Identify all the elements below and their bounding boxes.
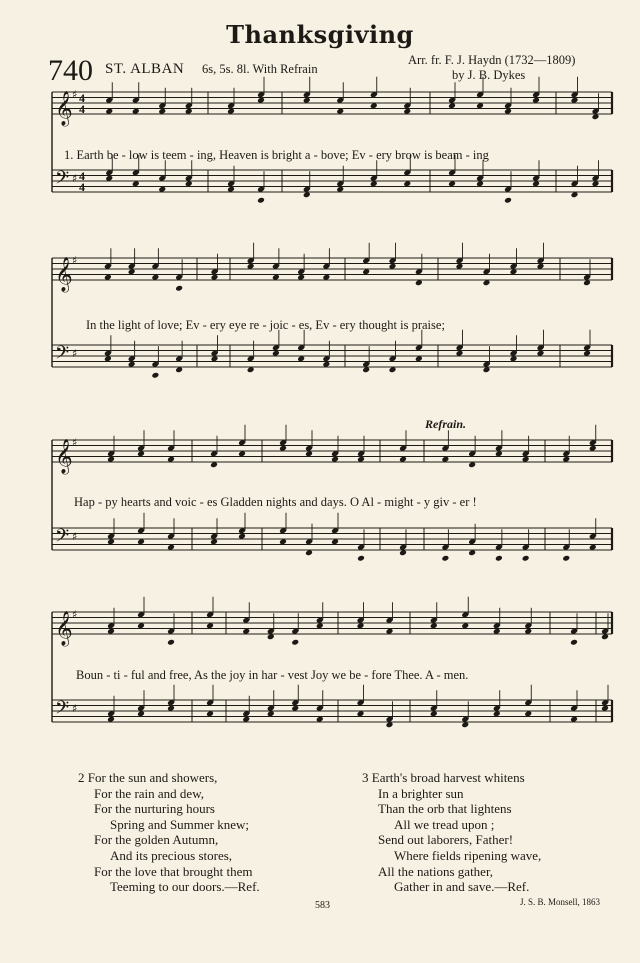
sharp-icon: ♯ <box>72 254 78 267</box>
page-number: 583 <box>315 900 330 911</box>
note-head <box>357 555 365 562</box>
time-signature: 4 <box>79 169 85 183</box>
sharp-icon: ♯ <box>72 172 78 185</box>
meter: 6s, 5s. 8l. With Refrain <box>202 62 318 76</box>
note-head <box>495 555 503 562</box>
verse3-line: In a brighter sun <box>378 785 464 801</box>
time-signature: 4 <box>79 180 85 194</box>
verse3-line: All the nations gather, <box>378 863 494 879</box>
sharp-icon: ♯ <box>72 702 78 715</box>
sharp-icon: ♯ <box>72 608 78 621</box>
note-head <box>504 197 512 204</box>
verse2-line: For the rain and dew, <box>94 785 204 801</box>
note-head <box>562 555 570 562</box>
bass-clef-icon: 𝄢 <box>55 168 70 193</box>
note-head <box>441 555 449 562</box>
treble-clef-icon: 𝄞 <box>55 257 73 292</box>
sharp-icon: ♯ <box>72 88 78 101</box>
lyric-line-1: 1. Earth be - low is teem - ing, Heaven is bright a - bove; Ev - ery brow is beam - ing <box>64 148 489 162</box>
verse2-line: Spring and Summer knew; <box>110 816 250 832</box>
stanza-verse-3 <box>362 770 541 895</box>
note-head <box>175 285 183 292</box>
sharp-icon: ♯ <box>72 347 78 360</box>
lyric-line-4: Boun - ti - ful and free, As the joy in har - vest Joy we be - fore Thee. A - men. <box>76 668 469 682</box>
stanza-verse-2 <box>78 770 260 895</box>
verse2-line: For the nurturing hours <box>94 801 215 817</box>
treble-clef-icon: 𝄞 <box>55 91 73 126</box>
verse2-line: Teeming to our doors.—Ref. <box>110 879 260 895</box>
verse2-line: For the love that brought them <box>94 863 253 879</box>
bass-clef-icon: 𝄢 <box>55 343 70 368</box>
lyric-line-3: Hap - py hearts and voic - es Gladden nights and days. O Al - might - y giv - er ! <box>74 495 477 509</box>
sharp-icon: ♯ <box>72 530 78 543</box>
treble-clef-icon: 𝄞 <box>55 439 73 474</box>
verse3-line: 3 Earth's broad harvest whitens <box>362 770 525 785</box>
sharp-icon: ♯ <box>72 436 78 449</box>
note-head <box>167 639 175 646</box>
note-head <box>291 639 299 646</box>
verse3-line: Where fields ripening wave, <box>394 847 542 863</box>
bass-clef-icon: 𝄢 <box>55 526 70 551</box>
note-head <box>570 639 578 646</box>
verse2-line: 2 For the sun and showers, <box>78 770 218 785</box>
verse3-line: Gather in and save.—Ref. <box>394 879 530 895</box>
verse2-line: And its precious stores, <box>110 847 233 863</box>
lyric-line-2: In the light of love; Ev - ery eye re - joic - es, Ev - ery thought is praise; <box>86 318 445 332</box>
verse3-line: Than the orb that lightens <box>378 801 512 817</box>
time-signature: 4 <box>79 91 85 105</box>
text-credit: J. S. B. Monsell, 1863 <box>520 897 601 907</box>
verse3-line: All we tread upon ; <box>394 816 495 832</box>
hymn-category-title: Thanksgiving <box>226 20 414 49</box>
note-head <box>151 372 159 379</box>
refrain-label: Refrain. <box>425 417 467 431</box>
arranger-credit: Arr. fr. F. J. Haydn (1732—1809) <box>408 53 576 67</box>
arranger-credit-2: by J. B. Dykes <box>452 68 526 82</box>
bass-clef-icon: 𝄢 <box>55 698 70 723</box>
hymn-number: 740 <box>48 54 93 87</box>
verse3-line: Send out laborers, Father! <box>378 832 514 848</box>
verse2-line: For the golden Autumn, <box>94 832 219 848</box>
tune-name: ST. ALBAN <box>105 61 185 77</box>
note-head <box>257 197 265 204</box>
note-head <box>522 555 530 562</box>
treble-clef-icon: 𝄞 <box>55 611 73 646</box>
time-signature: 4 <box>79 102 85 116</box>
